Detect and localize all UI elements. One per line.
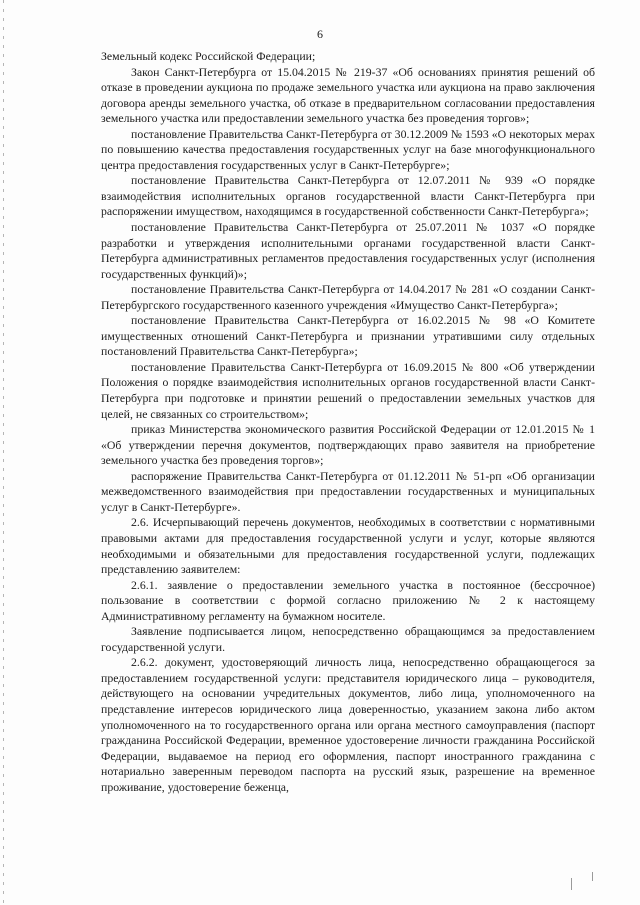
paragraph-resolution-1037: постановление Правительства Санкт-Петербурга от 25.07.2011 № 1037 «О порядке разработки и утверждения исполнительными органами государственной власти Санкт-Петербурга административных регламентов предоставления государственных услуг (исполнения государственных функций)»; bbox=[101, 220, 595, 281]
paragraph-order-1: приказ Министерства экономического развития Российской Федерации от 12.01.2015 № 1 «Об утверждении перечня документов, подтверждающих право заявителя на приобретение земельного участка без проведения торгов»; bbox=[101, 422, 595, 468]
paragraph-application-signature: Заявление подписывается лицом, непосредственно обращающимся за предоставлением государственной услуги. bbox=[101, 624, 595, 654]
paragraph-law-219-37: Закон Санкт-Петербурга от 15.04.2015 № 219-37 «Об основаниях принятия решений об отказе в проведении аукциона по продаже земельного участка или аукциона на право заключения договора аренды земельного участка, об отказе в предварительном согласовании предоставления земельного участка или предоставлении земельного участка без проведения торгов»; bbox=[101, 64, 595, 126]
paragraph-resolution-939: постановление Правительства Санкт-Петербурга от 12.07.2011 № 939 «О порядке взаимодействия исполнительных органов государственной власти Санкт-Петербурга при распоряжении имуществом, находящимся в государственной собственности Санкт-Петербурга»; bbox=[101, 173, 595, 219]
paragraph-order-51-rp: распоряжение Правительства Санкт-Петербурга от 01.12.2011 № 51-рп «Об организации межведомственного взаимодействия при предоставлении государственных и муниципальных услуг в Санкт-Петербурге». bbox=[101, 468, 595, 514]
scan-edge-marks bbox=[3, 0, 4, 905]
scan-speck bbox=[571, 878, 572, 890]
paragraph-resolution-1593: постановление Правительства Санкт-Петербурга от 30.12.2009 № 1593 «О некоторых мерах по повышению качества предоставления государственных услуг на базе многофункционального центра предоставления государственных услуг в Санкт-Петербурге»; bbox=[101, 126, 595, 172]
paragraph-section-2-6: 2.6. Исчерпывающий перечень документов, необходимых в соответствии с нормативными правовыми актами для предоставления государственной услуги и услуг, которые являются необходимыми и обязательными для предоставления государственной услуги, подлежащих представлению заявителем: bbox=[101, 515, 595, 577]
document-body bbox=[101, 49, 595, 795]
paragraph-resolution-800: постановление Правительства Санкт-Петербурга от 16.09.2015 № 800 «Об утверждении Положения о порядке взаимодействия исполнительных органов государственной власти Санкт-Петербурга при подготовке и принятии решений о предоставлении земельных участков для целей, не связанных со строительством»; bbox=[101, 359, 595, 421]
page-number: 6 bbox=[317, 27, 323, 41]
paragraph-section-2-6-1: 2.6.1. заявление о предоставлении земельного участка в постоянное (бессрочное) пользование в соответствии с формой согласно приложению № 2 к настоящему Административному регламенту на бумажном носителе. bbox=[101, 577, 595, 623]
scan-speck bbox=[592, 872, 593, 881]
paragraph-resolution-281: постановление Правительства Санкт-Петербурга от 14.04.2017 № 281 «О создании Санкт-Петербургского государственного казенного учреждения «Имущество Санкт-Петербурга»; bbox=[101, 282, 595, 312]
paragraph-resolution-98: постановление Правительства Санкт-Петербурга от 16.02.2015 № 98 «О Комитете имущественных отношений Санкт-Петербурга и признании утратившими силу отдельных постановлений Правительства Санкт-Петербурга»; bbox=[101, 313, 595, 359]
paragraph-land-code: Земельный кодекс Российской Федерации; bbox=[101, 49, 316, 63]
paragraph-section-2-6-2: 2.6.2. документ, удостоверяющий личность лица, непосредственно обращающегося за предоставлением государственной услуги: представителя юридического лица – руководителя, действующего на основании учредительных документов, либо лица, уполномоченного на представление интересов юридического лица доверенностью, указанием закона либо актом уполномоченного на то государственного органа или органа местного самоуправления (паспорт гражданина Российской Федерации, временное удостоверение личности гражданина Российской Федерации, выдаваемое на период его оформления, паспорт иностранного гражданина с нотариально заверенным переводом паспорта на русский язык, разрешение на временное проживание, удостоверение беженца, bbox=[101, 655, 595, 794]
